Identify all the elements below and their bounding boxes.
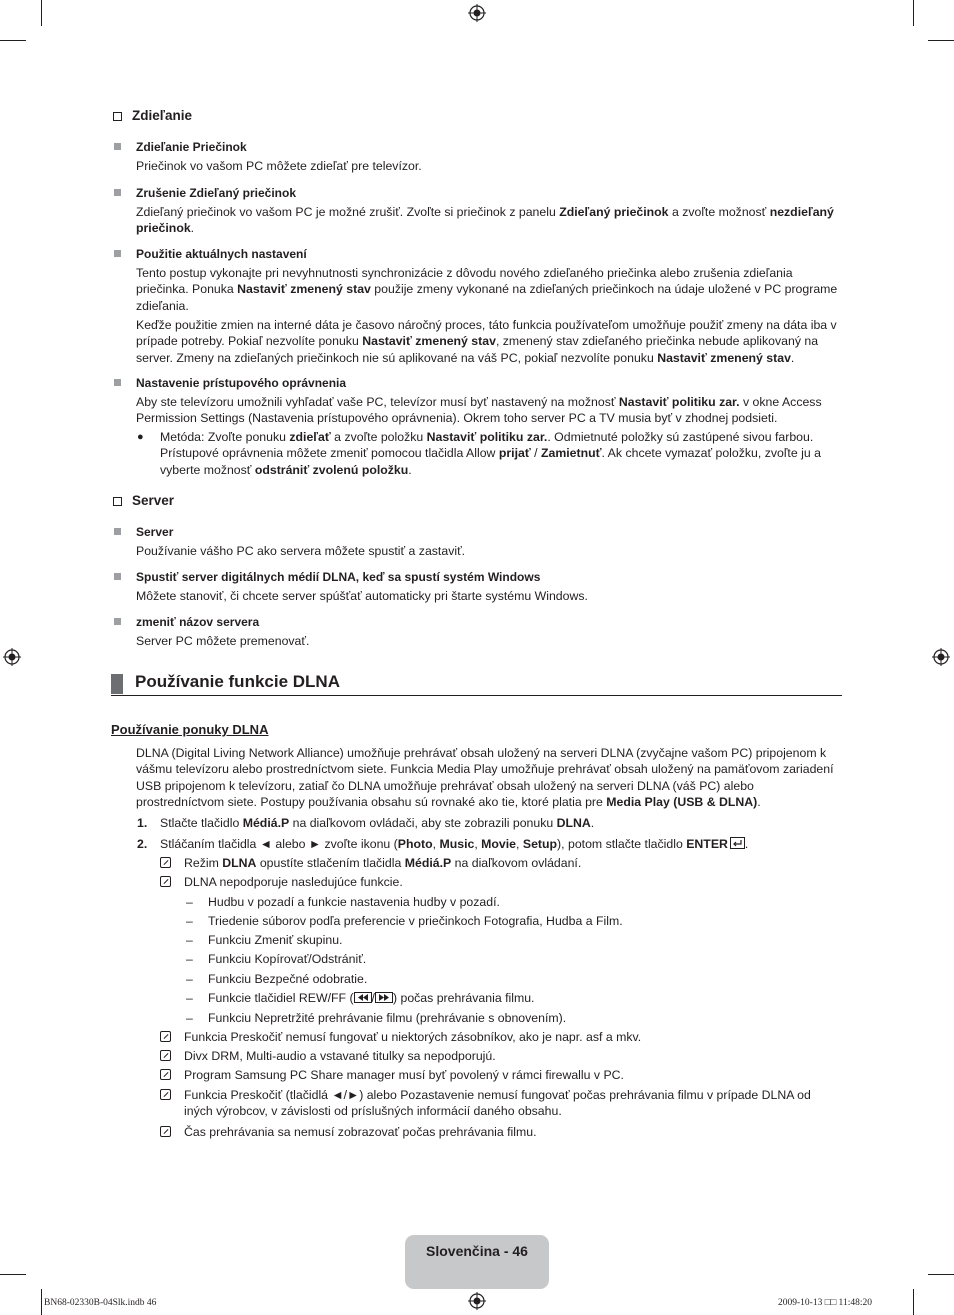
- note-icon: [160, 857, 171, 868]
- dash-icon: –: [186, 914, 193, 928]
- note-icon: [160, 1050, 171, 1061]
- note-text: Divx DRM, Multi-audio a vstavané titulky sa nepodporujú.: [184, 1049, 496, 1063]
- dash-item-text: Funkciu Kopírovať/Odstrániť.: [208, 952, 367, 966]
- dash-icon: –: [186, 1011, 193, 1025]
- note-text: Čas prehrávania sa nemusí zobrazovať počas prehrávania filmu.: [184, 1125, 537, 1139]
- note-icon: [160, 1031, 171, 1042]
- section-title-dlna: [111, 671, 842, 696]
- crop-mark: [41, 1289, 42, 1315]
- footer-date-info: 2009-10-13 □□ 11:48:20: [778, 1298, 872, 1308]
- note-text: DLNA nepodporuje nasledujúce funkcie.: [184, 875, 403, 889]
- item-text: Tento postup vykonajte pri nevyhnutnosti synchronizácie z dôvodu nového zdieľaného priečinka alebo zrušenia zdieľania priečinka. Ponuka Nastaviť zmenený stav použije zmeny vykonané na zdieľaných priečinkoch na údaje uložené v PC programe zdieľania.: [136, 266, 838, 313]
- item-title: Nastavenie prístupového oprávnenia: [136, 376, 347, 390]
- dash-icon: –: [186, 895, 193, 909]
- note-icon: [160, 1126, 171, 1137]
- item-title: Spustiť server digitálnych médií DLNA, keď sa spustí systém Windows: [136, 570, 541, 584]
- square-bullet-icon: [114, 528, 121, 535]
- item-text: Zdieľaný priečinok vo vašom PC je možné zrušiť. Zvoľte si priečinok z panelu Zdieľaný priečinok a zvoľte možnosť nezdieľaný priečinok.: [136, 205, 834, 236]
- item-text: Metóda: Zvoľte ponuku zdieľať a zvoľte položku Nastaviť politiku zar.. Odmietnuté položky sú zastúpené sivou farbou. Prístupové oprávnenia môžete zmeniť pomocou tlačidla Allow prijať / Zamietnuť. Ak chcete vymazať položku, zvoľte ju a vyberte možnosť odstrániť zvolenú položku.: [160, 430, 821, 477]
- page-number-tab: [405, 1235, 549, 1289]
- registration-mark-icon: [468, 1292, 486, 1310]
- item-text: Môžete stanoviť, či chcete server spúšťať automaticky pri štarte systému Windows.: [136, 589, 588, 603]
- fast-forward-icon: [375, 992, 393, 1003]
- step-text: Stláčaním tlačidla ◄ alebo ► zvoľte ikonu (Photo, Music, Movie, Setup), potom stlačte tlačidlo ENTER .: [160, 837, 749, 851]
- crop-mark: [928, 40, 954, 41]
- crop-mark: [913, 1289, 914, 1315]
- step-number: 1.: [137, 816, 148, 830]
- dash-item-text: Funkciu Zmeniť skupinu.: [208, 933, 343, 947]
- crop-mark: [0, 1274, 26, 1275]
- dash-icon: –: [186, 952, 193, 966]
- item-text: Priečinok vo vašom PC môžete zdieľať pre televízor.: [136, 159, 422, 173]
- note-icon: [160, 1069, 171, 1080]
- item-title: Zrušenie Zdieľaný priečinok: [136, 186, 297, 200]
- square-bullet-icon: [114, 189, 121, 196]
- rewind-icon: [354, 992, 372, 1003]
- registration-mark-icon: [3, 648, 21, 666]
- crop-mark: [0, 40, 26, 41]
- dash-icon: –: [186, 991, 193, 1005]
- section-title-text: Používanie funkcie DLNA: [135, 672, 340, 691]
- item-text: Server PC môžete premenovať.: [136, 634, 310, 648]
- page-label: Slovenčina - 46: [426, 1243, 528, 1259]
- heading-text: Server: [132, 493, 175, 508]
- note-text: Režim DLNA opustíte stlačením tlačidla Médiá.P na diaľkovom ovládaní.: [184, 856, 582, 870]
- dash-icon: –: [186, 933, 193, 947]
- square-bullet-icon: [114, 379, 121, 386]
- crop-mark: [928, 1274, 954, 1275]
- registration-mark-icon: [468, 4, 486, 22]
- enter-icon: [730, 837, 745, 849]
- sub-title: Používanie ponuky DLNA: [111, 722, 269, 737]
- square-bullet-icon: [114, 573, 121, 580]
- item-text: Aby ste televízoru umožnili vyhľadať vaše PC, televízor musí byť nastavený na možnosť Nastaviť politiku zar. v okne Access Permission Settings (Nastavenia prístupového oprávnenia). Okrem toho server PC a TV musia byť v zhodnej podsieti.: [136, 395, 822, 426]
- square-bullet-icon: [114, 250, 121, 257]
- note-text: Funkcia Preskočiť nemusí fungovať u niektorých zásobníkov, ako je napr. asf a mkv.: [184, 1030, 642, 1044]
- item-title: Zdieľanie Priečinok: [136, 140, 247, 154]
- dash-item-text: Funkciu Bezpečné odobratie.: [208, 972, 368, 986]
- item-text: Používanie vášho PC ako servera môžete spustiť a zastaviť.: [136, 544, 466, 558]
- item-title: Použitie aktuálnych nastavení: [136, 247, 307, 261]
- intro-paragraph: DLNA (Digital Living Network Alliance) umožňuje prehrávať obsah uložený na serveri DLNA (zvyčajne vašom PC) pripojenom k vášmu televízoru alebo prostredníctvom siete. Funkcia Media Play umožňuje prehrávať obsah uložený na pamäťovom zariadení USB pripojenom k televízoru, zatiaľ čo DLNA umožňuje prehrávať obsah uložený na serveri DLNA (váš PC) alebo prostredníctvom siete. Postupy používania obsahu sú rovnaké ako tie, ktoré platia pre Media Play (USB & DLNA).: [136, 746, 834, 809]
- item-text: Keďže použitie zmien na interné dáta je časovo náročný proces, táto funkcia používateľom umožňuje použiť zmeny na dáta iba v prípade potreby. Pokiaľ nezvolíte ponuku Nastaviť zmenený stav, zmenený stav zdieľaného priečinka nebude aplikovaný na server. Zmeny na zdieľaných priečinkoch nie sú aplikované na váš PC, pokiaľ nezvolíte ponuku Nastaviť zmenený stav.: [136, 318, 837, 365]
- registration-mark-icon: [932, 648, 950, 666]
- note-icon: [160, 1089, 171, 1100]
- section-heading-sharing: [113, 108, 192, 124]
- crop-mark: [41, 0, 42, 26]
- dash-item-text: Funkciu Nepretržité prehrávanie filmu (prehrávanie s obnovením).: [208, 1011, 567, 1025]
- title-bar-decoration: [111, 674, 123, 694]
- step-number: 2.: [137, 837, 148, 851]
- dash-item-text: Triedenie súborov podľa preferencie v priečinkoch Fotografia, Hudba a Film.: [208, 914, 623, 928]
- crop-mark: [913, 0, 914, 26]
- note-text: Funkcia Preskočiť (tlačidlá ◄/►) alebo Pozastavenie nemusí fungovať počas prehrávania filmu v prípade DLNA od iných výrobcov, v závislosti od príslušných informácií daného obsahu.: [184, 1088, 811, 1119]
- item-title: Server: [136, 525, 174, 539]
- square-bullet-icon: [114, 143, 121, 150]
- note-icon: [160, 876, 171, 887]
- section-heading-server: [113, 493, 174, 509]
- dash-item-text: Funkcie tlačidiel REW/FF ( / ) počas prehrávania filmu.: [208, 991, 535, 1005]
- item-title: zmeniť názov servera: [136, 615, 260, 629]
- dash-icon: –: [186, 972, 193, 986]
- checkbox-square-icon: [113, 112, 122, 121]
- step-text: Stlačte tlačidlo Médiá.P na diaľkovom ovládači, aby ste zobrazili ponuku DLNA.: [160, 816, 595, 830]
- footer-file-info: BN68-02330B-04Slk.indb 46: [44, 1298, 157, 1308]
- checkbox-square-icon: [113, 497, 122, 506]
- round-bullet-icon: ●: [137, 431, 144, 443]
- square-bullet-icon: [114, 618, 121, 625]
- heading-text: Zdieľanie: [132, 108, 192, 123]
- dash-item-text: Hudbu v pozadí a funkcie nastavenia hudby v pozadí.: [208, 895, 500, 909]
- note-text: Program Samsung PC Share manager musí byť povolený v rámci firewallu v PC.: [184, 1068, 624, 1082]
